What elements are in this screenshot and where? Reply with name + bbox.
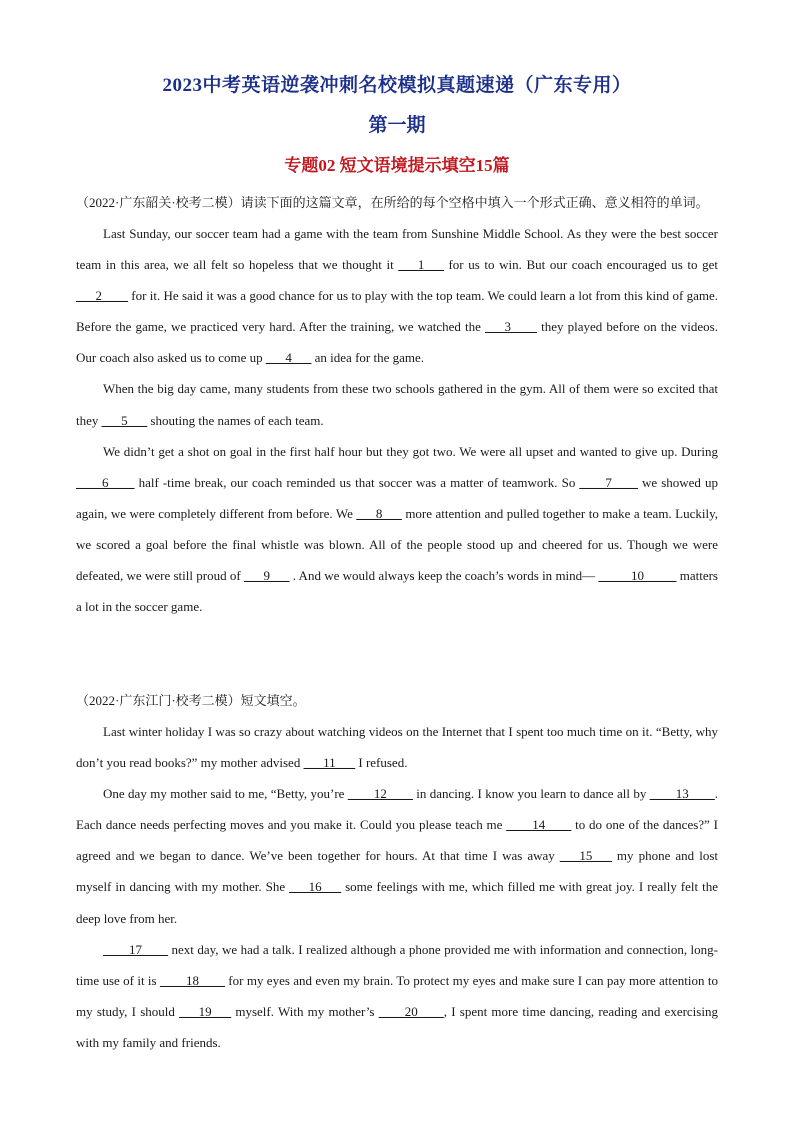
passage-source: （2022·广东江门·校考二模）短文填空。 bbox=[76, 693, 306, 708]
paragraph-text: next day, we had a talk. I realized although a phone provided me with information and connection, long-time use of it is bbox=[76, 941, 718, 988]
paragraph-text: an idea for the game. bbox=[311, 350, 425, 366]
passage-body bbox=[76, 218, 718, 622]
answer-blank: ___2____ bbox=[76, 288, 128, 304]
answer-blank: ___5___ bbox=[101, 412, 148, 428]
paragraph-text: for us to win. But our coach encouraged us to get bbox=[443, 257, 719, 273]
answer-blank: ___8___ bbox=[356, 505, 402, 521]
passage-body bbox=[76, 716, 718, 1058]
paragraph bbox=[76, 778, 718, 933]
answer-blank: ___16___ bbox=[289, 879, 342, 895]
answer-blank: ___1___ bbox=[398, 257, 444, 273]
paragraph bbox=[76, 934, 718, 1058]
answer-blank: _____10_____ bbox=[598, 568, 677, 584]
passage-1 bbox=[76, 187, 718, 622]
passage-2 bbox=[76, 685, 718, 1058]
paragraph-text: Last Sunday, our soccer team had a game with the team from Sunshine Middle School. As they were the best soccer team in this area, we all felt so hopeless that we thought it bbox=[76, 226, 718, 273]
paragraph-text: . And we would always keep the coach’s words in mind— bbox=[289, 568, 599, 584]
document-title: 2023中考英语逆袭冲刺名校模拟真题速递（广东专用） bbox=[162, 75, 632, 96]
paragraph-text: for my eyes and even my brain. To protect my eyes and make sure I can pay more attention to my study, I should bbox=[76, 972, 718, 1019]
paragraph-text: more attention and pulled together to make a team. Luckily, we scored a goal before the final whistle was blown. All of the people stood up and cheered for us. Though we were defeated, we were still proud of bbox=[76, 505, 718, 584]
paragraph-text: for it. He said it was a good chance for us to play with the top team. We could learn a lot from this kind of game. Before the game, we practiced very hard. After the training, we watched the bbox=[76, 288, 718, 335]
answer-blank: ____18____ bbox=[159, 972, 225, 988]
paragraph-text: When the big day came, many students from these two schools gathered in the gym. All of them were so excited that they bbox=[76, 381, 718, 428]
paragraph-text: we showed up again, we were completely different from before. We bbox=[76, 474, 718, 521]
issue-label: 第一期 bbox=[368, 115, 426, 136]
paragraph-text: my phone and lost myself in dancing with my mother. She bbox=[76, 848, 718, 895]
paragraph-text: they played before on the videos. Our coach also asked us to come up bbox=[76, 319, 718, 366]
paragraph-text: Last winter holiday I was so crazy about watching videos on the Internet that I spent too much time on it. “Betty, why don’t you read books?” my mother advised bbox=[76, 724, 718, 771]
paragraph-text: . Each dance needs perfecting moves and you make it. Could you please teach me bbox=[76, 786, 718, 833]
answer-blank: ____12____ bbox=[347, 786, 413, 802]
answer-blank: ___15___ bbox=[559, 848, 612, 864]
paragraph bbox=[76, 436, 718, 623]
answer-blank: ____13____ bbox=[649, 786, 715, 802]
paragraph bbox=[76, 716, 718, 778]
paragraph bbox=[76, 373, 718, 435]
paragraph-text: shouting the names of each team. bbox=[147, 412, 324, 428]
passage-source: （2022·广东韶关·校考二模）请读下面的这篇文章，在所给的每个空格中填入一个形式正确、意义相符的单词。 bbox=[76, 195, 709, 210]
paragraph-text: I refused. bbox=[355, 755, 408, 771]
paragraph-text: in dancing. I know you learn to dance all by bbox=[412, 786, 650, 802]
paragraph-text: One day my mother said to me, “Betty, you’re bbox=[103, 786, 348, 802]
answer-blank: ___11___ bbox=[303, 755, 356, 771]
answer-blank: ____14____ bbox=[506, 817, 572, 833]
topic-heading: 专题02 短文语境提示填空15篇 bbox=[284, 156, 510, 175]
answer-blank: ____20____ bbox=[378, 1003, 444, 1019]
paragraph-text: myself. With my mother’s bbox=[231, 1003, 379, 1019]
answer-blank: ____7____ bbox=[579, 474, 638, 490]
answer-blank: ___4___ bbox=[265, 350, 312, 366]
answer-blank: ___3____ bbox=[485, 319, 537, 335]
paragraph-text: half -time break, our coach reminded us that soccer was a matter of teamwork. So bbox=[134, 474, 580, 490]
answer-blank: ___9___ bbox=[243, 568, 290, 584]
answer-blank: ____6____ bbox=[76, 474, 135, 490]
answer-blank: ___19___ bbox=[179, 1003, 232, 1019]
paragraph-text: We didn’t get a shot on goal in the first half hour but they got two. We were all upset and wanted to give up. During bbox=[103, 443, 718, 459]
paragraph-text: to do one of the dances?” I agreed and we began to dance. We’ve been together for hours. At that time I was away bbox=[76, 817, 718, 864]
paragraph-text: matters a lot in the soccer game. bbox=[76, 568, 718, 615]
paragraph-text: , I spent more time dancing, reading and exercising with my family and friends. bbox=[76, 1003, 718, 1050]
paragraph bbox=[76, 218, 718, 373]
answer-blank: ____17____ bbox=[103, 941, 168, 957]
paragraph-text: some feelings with me, which filled me with great joy. I really felt the deep love from her. bbox=[76, 879, 718, 926]
